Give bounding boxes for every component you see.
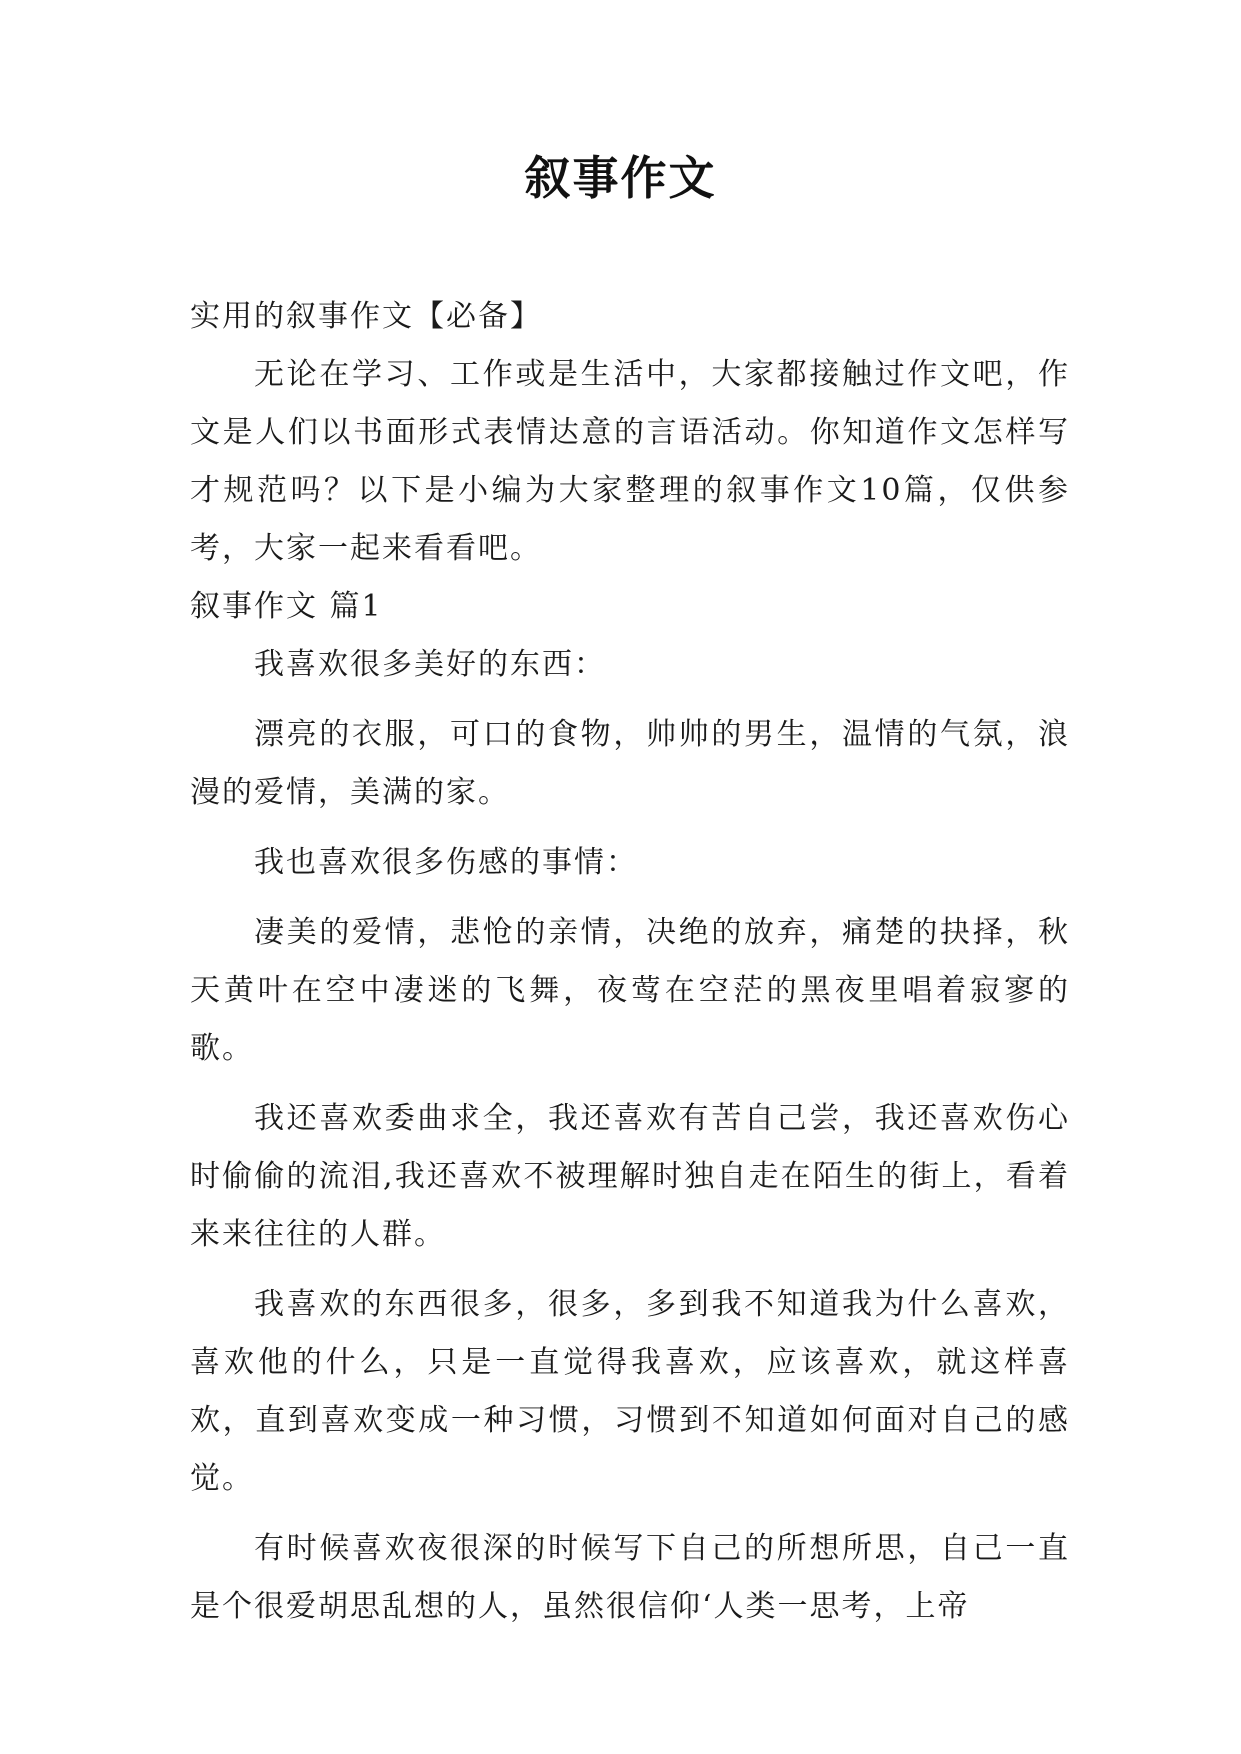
body-paragraph: 漂亮的衣服，可口的食物，帅帅的男生，温情的气氛，浪漫的爱情，美满的家。	[190, 717, 1070, 810]
body-paragraph: 凄美的爱情，悲怆的亲情，决绝的放弃，痛楚的抉择，秋天黄叶在空中凄迷的飞舞，夜莺在空茫的黑夜里唱着寂寥的歌。	[190, 915, 1070, 1066]
document-body	[190, 288, 1070, 1636]
body-paragraph: 我也喜欢很多伤感的事情：	[254, 845, 638, 880]
document-title: 叙事作文	[524, 151, 717, 205]
body-paragraph: 我还喜欢委曲求全，我还喜欢有苦自己尝，我还喜欢伤心时偷偷的流泪,我还喜欢不被理解时独自走在陌生的街上，看着来来往往的人群。	[190, 1101, 1070, 1252]
body-paragraph: 我喜欢很多美好的东西：	[254, 647, 606, 682]
body-paragraph: 有时候喜欢夜很深的时候写下自己的所想所思，自己一直是个很爱胡思乱想的人，虽然很信仰‘人类一思考，上帝	[190, 1531, 1070, 1624]
intro-paragraph: 无论在学习、工作或是生活中，大家都接触过作文吧，作文是人们以书面形式表情达意的言语活动。你知道作文怎样写才规范吗？以下是小编为大家整理的叙事作文10篇，仅供参考，大家一起来看看吧。	[190, 357, 1070, 566]
document-subtitle: 实用的叙事作文【必备】	[190, 299, 542, 334]
body-paragraph: 我喜欢的东西很多，很多，多到我不知道我为什么喜欢，喜欢他的什么，只是一直觉得我喜欢，应该喜欢，就这样喜欢，直到喜欢变成一种习惯，习惯到不知道如何面对自己的感觉。	[190, 1287, 1070, 1496]
section-heading: 叙事作文 篇1	[190, 589, 383, 624]
